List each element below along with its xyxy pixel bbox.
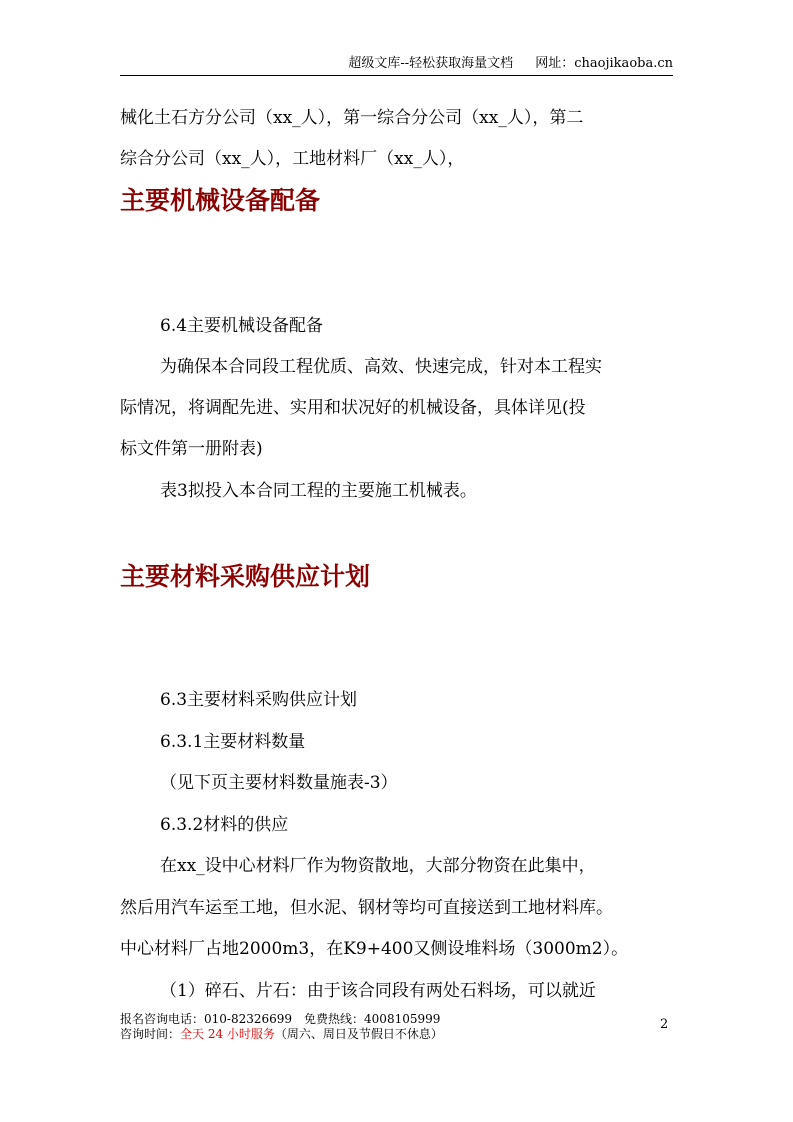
header-library-text: 超级文库--轻松获取海量文档: [348, 56, 514, 71]
footer-hours-prefix: 咨询时间：: [120, 1027, 181, 1041]
page-header: [348, 52, 673, 71]
paragraph-stone-line-1: （1）碎石、片石：由于该合同段有两处石料场，可以就近: [160, 981, 596, 1001]
paragraph-machinery-line-2: 际情况，将调配先进、实用和状况好的机械设备，具体详见(投: [120, 398, 586, 418]
table-3-reference: 表3拟投入本合同工程的主要施工机械表。: [160, 481, 477, 501]
footer-hours-suffix: （周六、周日及节假日不休息）: [274, 1027, 443, 1041]
section-6-4-title: 6.4主要机械设备配备: [160, 316, 324, 336]
heading-materials: 主要材料采购供应计划: [120, 562, 371, 591]
section-6-3-1-title: 6.3.1主要材料数量: [160, 732, 306, 752]
page-number: 2: [660, 1017, 669, 1032]
footer-hours-highlight: 全天 24 小时服务: [180, 1027, 275, 1041]
heading-machinery: 主要机械设备配备: [120, 186, 321, 215]
section-6-3-2-title: 6.3.2材料的供应: [160, 815, 289, 835]
footer-hours: [120, 1027, 443, 1042]
paragraph-supply-line-3: 中心材料厂占地2000m3，在K9+400又侧设堆料场（3000m2）。: [120, 939, 629, 959]
section-6-3-title: 6.3主要材料采购供应计划: [160, 690, 358, 710]
body-line-2: 综合分公司（xx_人），工地材料厂（xx_人），: [120, 149, 465, 169]
footer-phone: 报名咨询电话：010-82326699 免费热线：4008105999: [120, 1012, 441, 1026]
see-next-page-note: （见下页主要材料数量施表-3）: [160, 773, 398, 793]
paragraph-machinery-line-1: 为确保本合同段工程优质、高效、快速完成，针对本工程实: [160, 357, 602, 377]
paragraph-machinery-line-3: 标文件第一册附表): [120, 439, 263, 459]
paragraph-supply-line-2: 然后用汽车运至工地，但水泥、钢材等均可直接送到工地材料库。: [120, 898, 613, 918]
header-rule: [120, 75, 673, 76]
header-site-label: 网址：chaojikaoba.cn: [535, 56, 673, 71]
paragraph-supply-line-1: 在xx_设中心材料厂作为物资散地，大部分物资在此集中，: [160, 856, 596, 876]
body-line-1: 械化土石方分公司（xx_人），第一综合分公司（xx_人），第二: [120, 108, 584, 128]
